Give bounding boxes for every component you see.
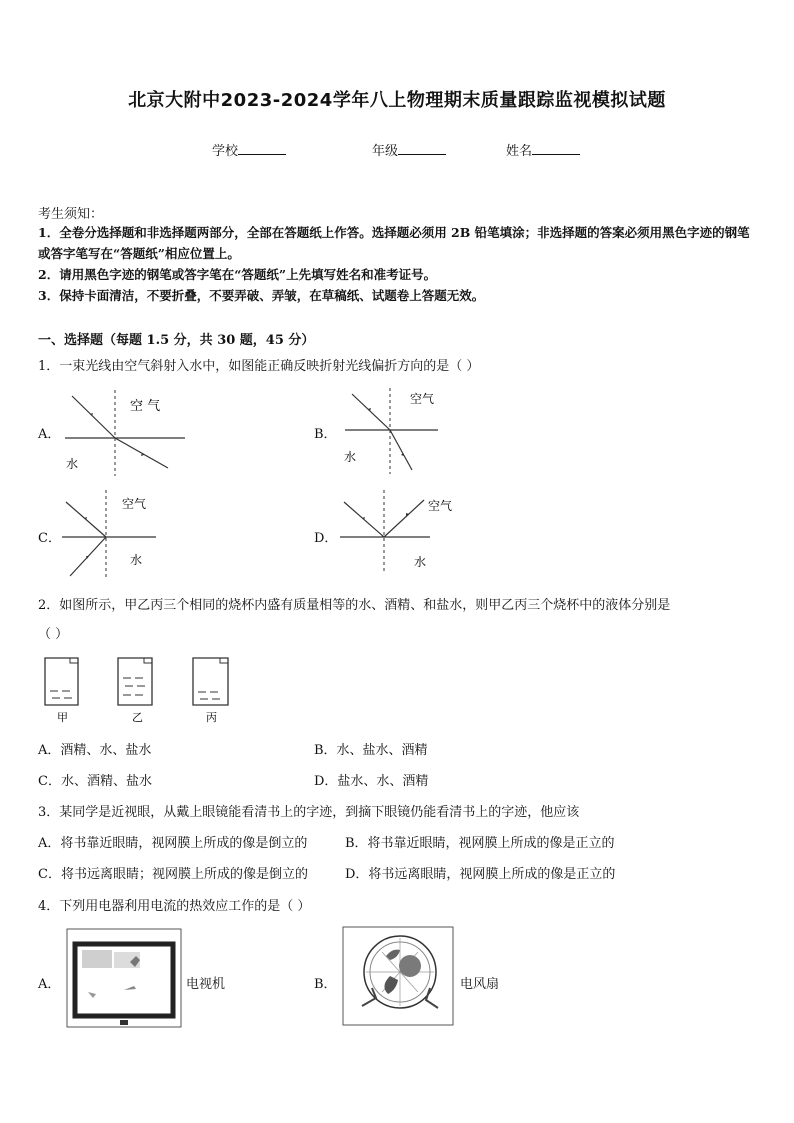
grade-field: [372, 140, 446, 159]
page-title: 北京大附中2023-2024学年八上物理期末质量跟踪监视模拟试题: [128, 90, 666, 111]
q4-option-a-label: A．: [38, 977, 61, 992]
school-blank: [238, 142, 286, 155]
q1-d-air-label: 空气: [428, 499, 453, 513]
q2-option-a: A．酒精、水、盐水: [38, 743, 152, 758]
q2-beakers-figure: [40, 655, 240, 727]
q4-option-b-label: B．: [314, 977, 337, 992]
q2-paren: （ ）: [38, 627, 69, 642]
notice-item-2: 2．请用黑色字迹的钢笔或答字笔在“答题纸”上先填写姓名和准考证号。: [38, 267, 437, 282]
beaker-bing: [193, 658, 228, 724]
beaker-yi-label: 乙: [132, 711, 143, 724]
beaker-jia: [45, 658, 78, 724]
q1-b-air-label: 空气: [410, 392, 435, 406]
tv-icon: [66, 928, 182, 1028]
name-blank: [532, 142, 580, 155]
q1-diagram-d: [338, 488, 468, 576]
q1-c-air-label: 空气: [122, 497, 147, 511]
q1-c-water-label: 水: [130, 553, 143, 567]
electric-fan-icon: [342, 926, 454, 1026]
q1-option-a-label: A．: [38, 427, 61, 442]
q1-diagram-b: [340, 386, 450, 476]
q4-option-a-text: 电视机: [186, 977, 226, 992]
q2-option-b: B．水、盐水、酒精: [314, 743, 428, 758]
q1-a-air-label: 空 气: [130, 399, 161, 414]
beaker-jia-label: 甲: [57, 711, 68, 724]
q1-option-d-label: D．: [314, 531, 338, 546]
q2-option-c: C．水、酒精、盐水: [38, 774, 152, 789]
q2-stem: 2．如图所示，甲乙丙三个相同的烧杯内盛有质量相等的水、酒精、和盐水，则甲乙丙三个烧杯中的液体分别是: [38, 598, 671, 613]
q1-diagram-a: [60, 388, 190, 478]
q4-option-b-text: 电风扇: [460, 977, 500, 992]
q3-option-b: B．将书靠近眼睛，视网膜上所成的像是正立的: [345, 836, 615, 851]
grade-label: 年级: [372, 144, 399, 159]
beaker-yi: [118, 658, 152, 724]
q3-option-c: C．将书远离眼睛；视网膜上所成的像是倒立的: [38, 867, 308, 882]
notice-heading: 考生须知：: [38, 207, 104, 222]
section-heading: 一、选择题（每题 1.5 分，共 30 题，45 分）: [38, 333, 315, 348]
q1-stem: 1．一束光线由空气斜射入水中，如图能正确反映折射光线偏折方向的是（ ）: [38, 359, 480, 374]
q1-d-water-label: 水: [414, 555, 427, 569]
notice-item-1: 1．全卷分选择题和非选择题两部分，全部在答题纸上作答。选择题必须用 2B 铅笔填涂；非选择题的答案必须用黑色字迹的钢笔或答字笔写在“答题纸”相应位置上。: [38, 225, 750, 261]
grade-blank: [398, 142, 446, 155]
school-label: 学校: [212, 144, 239, 159]
notice-item-3: 3．保持卡面清洁，不要折叠，不要弄破、弄皱，在草稿纸、试题卷上答题无效。: [38, 288, 485, 303]
q3-option-d: D．将书远离眼睛，视网膜上所成的像是正立的: [345, 867, 616, 882]
q2-option-d: D．盐水、水、酒精: [314, 774, 429, 789]
q1-diagram-c: [60, 488, 170, 580]
name-field: [506, 140, 580, 159]
q3-stem: 3．某同学是近视眼，从戴上眼镜能看清书上的字迹，到摘下眼镜仍能看清书上的字迹，他应该: [38, 805, 580, 820]
q1-b-water-label: 水: [344, 450, 357, 464]
name-label: 姓名: [506, 144, 533, 159]
q4-stem: 4．下列用电器利用电流的热效应工作的是（ ）: [38, 899, 311, 914]
q1-option-b-label: B．: [314, 427, 337, 442]
q1-a-water-label: 水: [66, 457, 79, 471]
beaker-bing-label: 丙: [206, 711, 217, 724]
q3-option-a: A．将书靠近眼睛，视网膜上所成的像是倒立的: [38, 836, 308, 851]
school-field: [212, 140, 286, 159]
q1-option-c-label: C．: [38, 531, 61, 546]
